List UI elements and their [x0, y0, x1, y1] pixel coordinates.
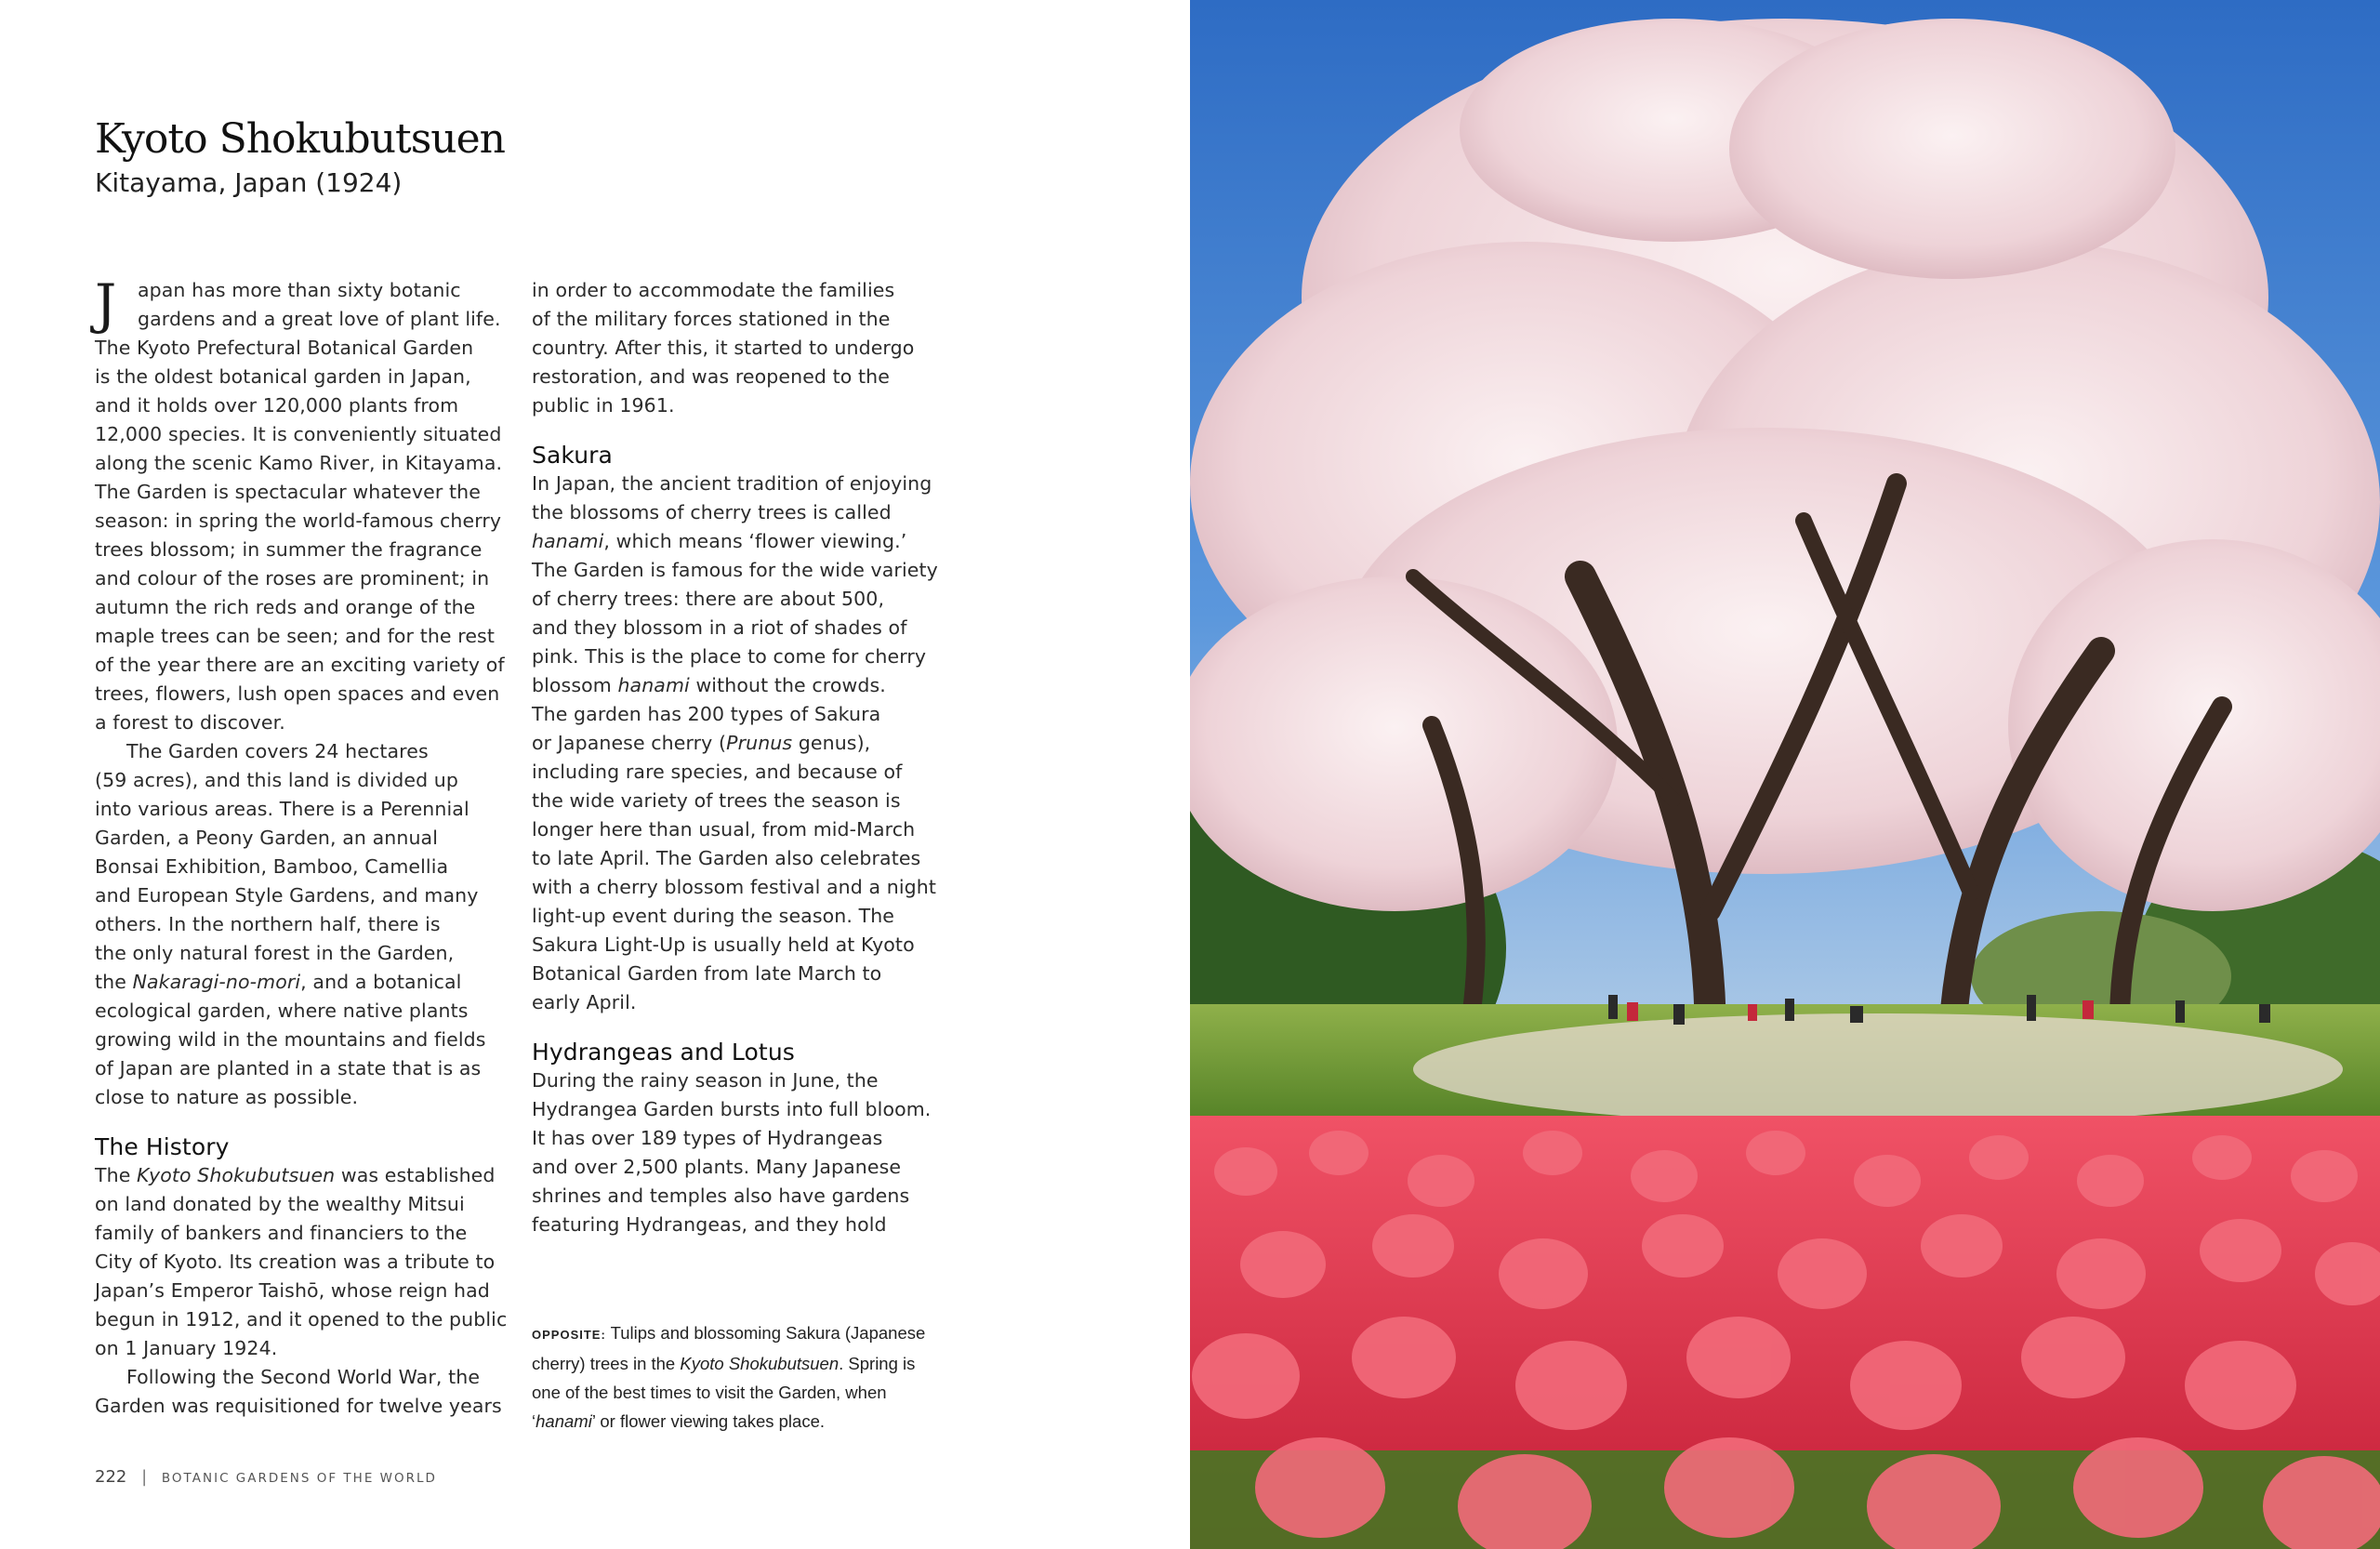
- text-line: and they blossom in a riot of shades of: [532, 616, 907, 639]
- text-column-right: [532, 276, 941, 1239]
- fallen-petals: [1413, 1013, 2343, 1125]
- text-line: the blossoms of cherry trees is called: [532, 501, 892, 523]
- text-line: of the year there are an exciting variety of: [95, 654, 505, 676]
- heading-hydrangeas: Hydrangeas and Lotus: [532, 1039, 795, 1066]
- text-line: 12,000 species. It is conveniently situated: [95, 423, 502, 445]
- text-line: Sakura Light-Up is usually held at Kyoto: [532, 933, 915, 956]
- text-line: In Japan, the ancient tradition of enjoying: [532, 472, 932, 495]
- page-title: Kyoto Shokubutsuen: [95, 115, 506, 163]
- paragraph-2-tail: [95, 997, 513, 1112]
- text-line: and over 2,500 plants. Many Japanese: [532, 1156, 902, 1178]
- text-line: light-up event during the season. The: [532, 905, 894, 927]
- sakura-paragraph-b: [532, 556, 941, 671]
- text-line: of the military forces stationed in the: [532, 308, 891, 330]
- text-line: (59 acres), and this land is divided up: [95, 769, 459, 791]
- text-line: Botanical Garden from late March to: [532, 962, 882, 985]
- text-line: Following the Second World War, the: [126, 1366, 481, 1388]
- prunus-line: or Japanese cherry (Prunus genus),: [532, 732, 871, 754]
- text-line: and it holds over 120,000 plants from: [95, 394, 459, 417]
- text-line: pink. This is the place to come for cherry: [532, 645, 927, 668]
- text-line: It has over 189 types of Hydrangeas: [532, 1127, 883, 1149]
- hanami-line: hanami, which means ‘flower viewing.’: [532, 530, 907, 552]
- sakura-paragraph-c: [532, 700, 941, 729]
- text-line: Hydrangea Garden bursts into full bloom.: [532, 1098, 932, 1120]
- text-line: trees blossom; in summer the fragrance: [95, 538, 483, 561]
- text-line: on 1 January 1924.: [95, 1337, 278, 1359]
- text-line: family of bankers and financiers to the: [95, 1222, 468, 1244]
- text-line: The Garden is spectacular whatever the: [95, 481, 481, 503]
- caption-label: OPPOSITE:: [532, 1328, 606, 1342]
- history-first-line: The Kyoto Shokubutsuen was established: [95, 1164, 496, 1186]
- text-line: into various areas. There is a Perennial: [95, 798, 469, 820]
- war-paragraph: [95, 1363, 513, 1421]
- page-footer: [95, 1467, 437, 1487]
- hydrangea-paragraph: [532, 1066, 941, 1239]
- text-line: season: in spring the world-famous cherry: [95, 510, 502, 532]
- continued-paragraph: [532, 276, 941, 420]
- sakura-paragraph-d: [532, 758, 941, 1017]
- text-line: a forest to discover.: [95, 711, 285, 734]
- text-line: growing wild in the mountains and fields: [95, 1028, 486, 1051]
- heading-sakura: Sakura: [532, 442, 613, 469]
- paragraph-2: [95, 737, 513, 968]
- heading-history: The History: [95, 1133, 230, 1160]
- text-line: restoration, and was reopened to the: [532, 365, 890, 388]
- intro-second-line: gardens and a great love of plant life.: [138, 308, 501, 330]
- page-subtitle: Kitayama, Japan (1924): [95, 167, 403, 198]
- blossom-line: blossom hanami without the crowds.: [532, 674, 886, 696]
- text-line: early April.: [532, 991, 637, 1013]
- running-title: BOTANIC GARDENS OF THE WORLD: [161, 1471, 437, 1486]
- footer-separator: |: [141, 1467, 148, 1487]
- text-line: Garden was requisitioned for twelve years: [95, 1395, 502, 1417]
- text-line: the only natural forest in the Garden,: [95, 942, 455, 964]
- text-line: close to nature as possible.: [95, 1086, 359, 1108]
- text-line: Japan’s Emperor Taishō, whose reign had: [95, 1279, 490, 1302]
- cherry-blossom-photo: [1190, 0, 2380, 1549]
- text-line: The Garden is famous for the wide variety: [532, 559, 938, 581]
- text-line: longer here than usual, from mid-March: [532, 818, 916, 841]
- sakura-paragraph-a: [532, 470, 941, 527]
- text-line: public in 1961.: [532, 394, 675, 417]
- text-line: including rare species, and because of: [532, 761, 903, 783]
- text-line: During the rainy season in June, the: [532, 1069, 879, 1092]
- text-line: ecological garden, where native plants: [95, 1000, 469, 1022]
- text-line: trees, flowers, lush open spaces and even: [95, 682, 500, 705]
- text-line: country. After this, it started to undergo: [532, 337, 915, 359]
- text-line: in order to accommodate the families: [532, 279, 895, 301]
- photo-illustration: [1190, 0, 2380, 1549]
- history-paragraph: [95, 1190, 513, 1363]
- text-line: The Kyoto Prefectural Botanical Garden: [95, 337, 474, 359]
- text-line: City of Kyoto. Its creation was a tribute to: [95, 1251, 496, 1273]
- text-line: is the oldest botanical garden in Japan,: [95, 365, 471, 388]
- text-line: maple trees can be seen; and for the rest: [95, 625, 495, 647]
- page-number: 222: [95, 1467, 127, 1487]
- text-line: The Garden covers 24 hectares: [126, 740, 429, 762]
- text-line: featuring Hydrangeas, and they hold: [532, 1213, 887, 1236]
- text-line: along the scenic Kamo River, in Kitayama.: [95, 452, 503, 474]
- text-line: Garden, a Peony Garden, an annual: [95, 827, 439, 849]
- text-line: The garden has 200 types of Sakura: [532, 703, 881, 725]
- intro-first-line: J apan has more than sixty botanic: [95, 272, 461, 336]
- text-line: to late April. The Garden also celebrates: [532, 847, 921, 869]
- text-line: and colour of the roses are prominent; in: [95, 567, 490, 589]
- drop-cap: J: [95, 272, 117, 336]
- text-line: of Japan are planted in a state that is as: [95, 1057, 482, 1079]
- text-line: on land donated by the wealthy Mitsui: [95, 1193, 465, 1215]
- text-line: of cherry trees: there are about 500,: [532, 588, 885, 610]
- text-line: with a cherry blossom festival and a night: [532, 876, 936, 898]
- text-line: Bonsai Exhibition, Bamboo, Camellia: [95, 855, 449, 878]
- photo-caption: OPPOSITE: Tulips and blossoming Sakura (Japanese cherry) trees in the Kyoto Shokubutsuen. Spring is one of the best times to visit the Garden, when ‘hanami’ or flower viewing takes place.: [532, 1323, 926, 1431]
- text-line: others. In the northern half, there is: [95, 913, 441, 935]
- nakaragi-line: the Nakaragi-no-mori, and a botanical: [95, 971, 462, 993]
- intro-paragraph: [95, 334, 513, 737]
- text-line: begun in 1912, and it opened to the public: [95, 1308, 508, 1331]
- text-column-left: [95, 272, 513, 1421]
- text-line: and European Style Gardens, and many: [95, 884, 479, 907]
- text-line: autumn the rich reds and orange of the: [95, 596, 476, 618]
- text-line: the wide variety of trees the season is: [532, 789, 901, 812]
- text-line: shrines and temples also have gardens: [532, 1185, 910, 1207]
